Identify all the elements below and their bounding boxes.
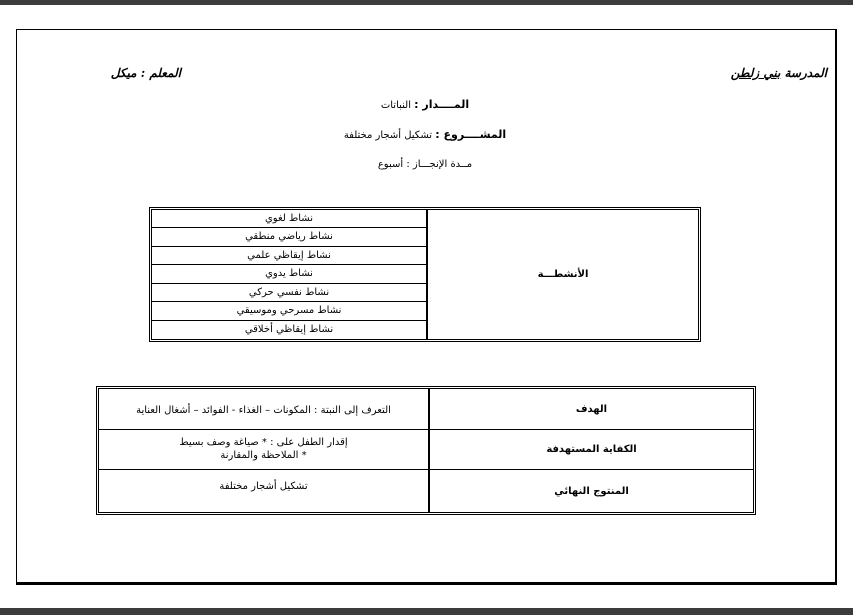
subject-line [340, 98, 510, 111]
activities-title: الأنشطـــة [537, 269, 589, 280]
project-line [320, 128, 530, 141]
goal-label: الهدف [428, 389, 753, 429]
duration-label: مــدة الإنجـــاز : [406, 159, 473, 170]
subject-label: المــــدار : [414, 98, 470, 111]
project-label: المشــــروع : [435, 128, 507, 141]
activity-item: نشاط رياضي منطقي [152, 228, 426, 246]
activity-item: نشاط نفسي حركي [152, 284, 426, 302]
school-label: المدرسة [784, 66, 827, 80]
product-row [99, 470, 753, 512]
competency-line-1: إقدار الطفل على : * صياغة وصف بسيط [179, 437, 348, 448]
project-value: تشكيل أشجار مختلفة [343, 130, 433, 141]
competency-row [99, 430, 753, 470]
competency-line-2: * الملاحظة والمقارنة [220, 450, 307, 461]
goal-row [99, 389, 753, 430]
activity-item: نشاط إيقاظي أخلاقي [244, 323, 334, 335]
activities-table [151, 209, 699, 340]
duration-line [340, 159, 510, 170]
activity-item: نشاط لغوي [152, 210, 426, 228]
subject-value: النباتات [380, 100, 411, 111]
activity-item: نشاط مسرحي وموسيقي [152, 302, 426, 320]
product-value: تشكيل أشجار مختلفة [219, 481, 308, 492]
goal-value: التعرف إلى النبتة : المكونات – الغذاء - الفوائد – أشغال العناية [136, 405, 391, 416]
objectives-table [98, 388, 754, 513]
school-name: بني زلطن [730, 66, 781, 80]
activities-title-cell [426, 210, 698, 339]
product-label: المنتوج النهائي [428, 470, 753, 512]
school-header [731, 66, 827, 80]
duration-value: أسبوع [377, 159, 404, 170]
teacher-header: المعلم : ميكل [110, 66, 181, 80]
top-edge-bar [0, 0, 853, 5]
activities-list [152, 210, 426, 339]
bottom-edge-bar [0, 608, 853, 615]
activity-item: نشاط يدوي [152, 265, 426, 283]
competency-label: الكفاية المستهدفة [428, 430, 753, 469]
competency-value [99, 430, 428, 469]
activity-item: نشاط إيقاظي علمي [152, 247, 426, 265]
